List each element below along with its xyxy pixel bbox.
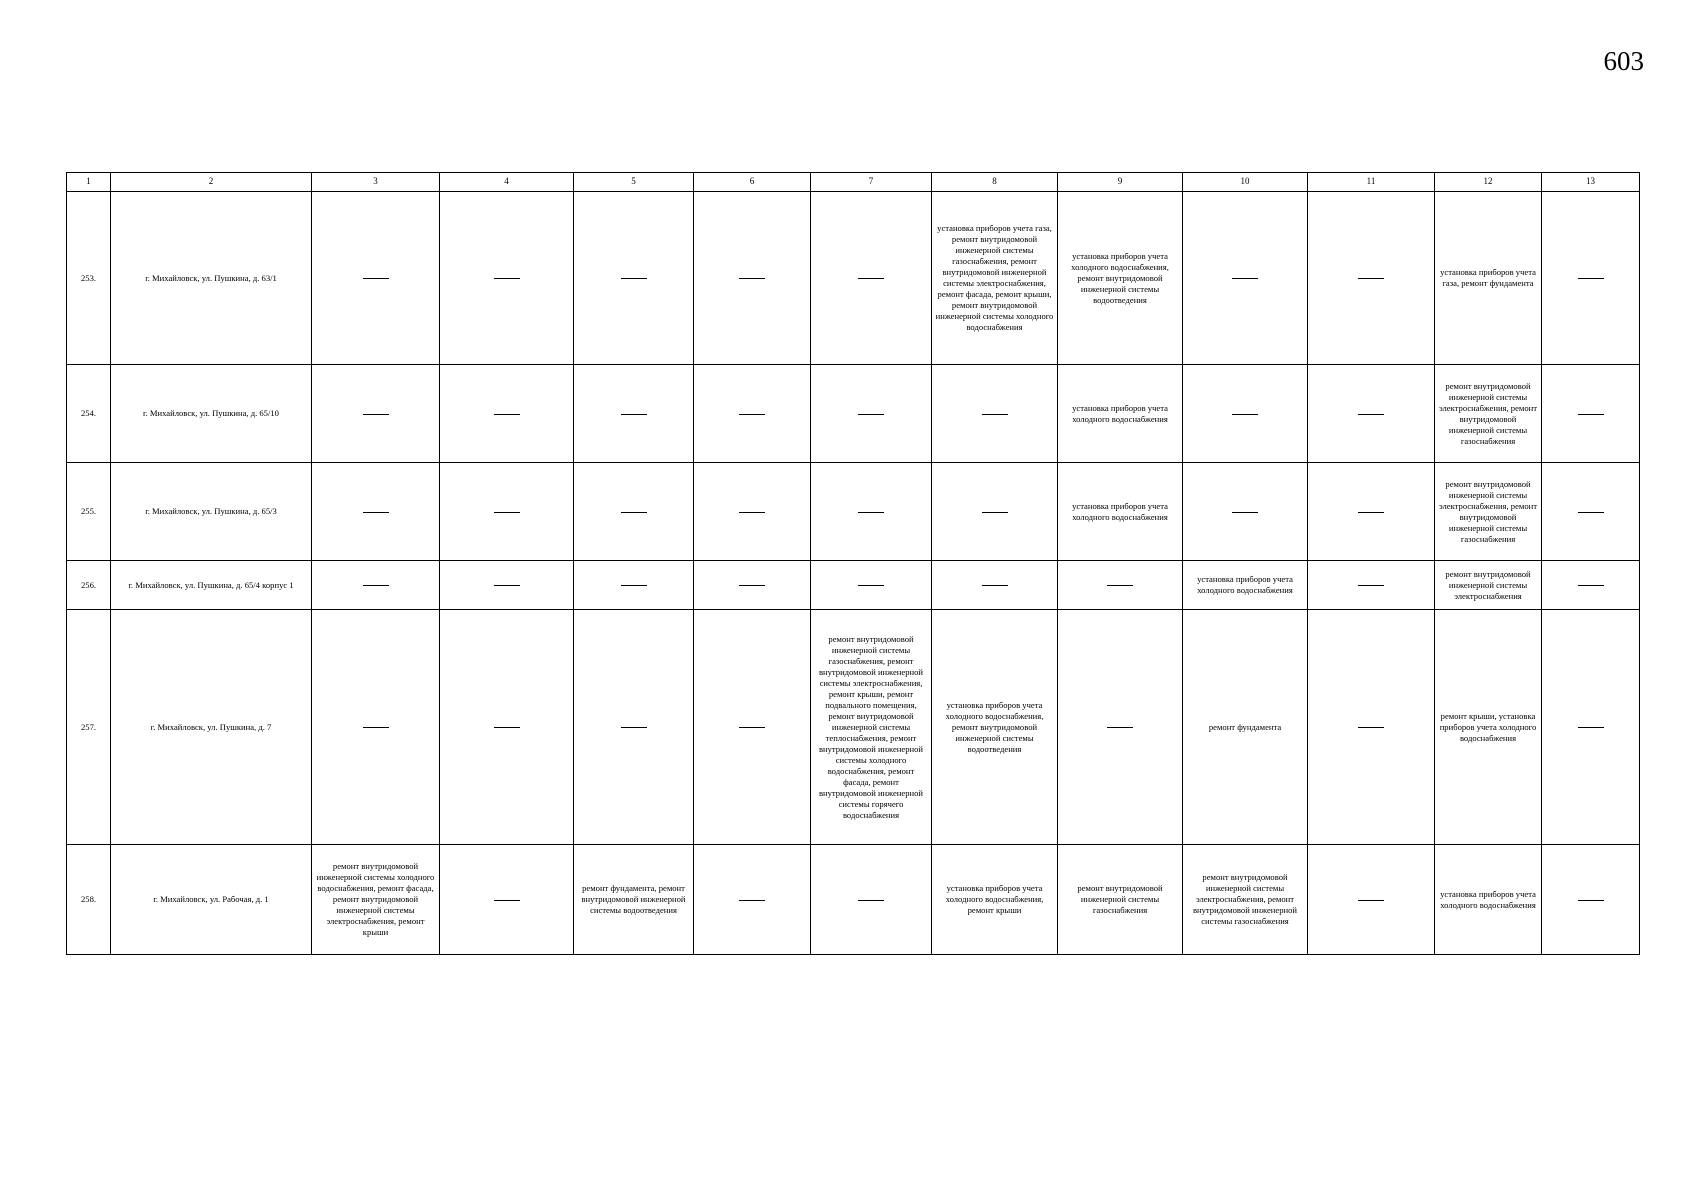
work-cell <box>312 192 440 365</box>
work-cell: установка приборов учета холодного водоснабжения, ремонт внутридомовой инженерной системы водоотведения <box>1058 192 1183 365</box>
work-cell: ремонт внутридомовой инженерной системы электроснабжения <box>1435 561 1542 610</box>
column-header: 10 <box>1183 173 1308 192</box>
work-cell: ремонт внутридомовой инженерной системы электроснабжения, ремонт внутридомовой инженерной системы газоснабжения <box>1183 845 1308 955</box>
empty-dash <box>982 512 1008 513</box>
column-header: 4 <box>440 173 574 192</box>
empty-dash <box>363 512 389 513</box>
table-row <box>67 463 1640 561</box>
work-cell: установка приборов учета газа, ремонт внутридомовой инженерной системы газоснабжения, ремонт внутридомовой инженерной системы электроснабжения, ремонт фасада, ремонт крыши, ремонт внутридомовой инженерной системы холодного водоснабжения <box>932 192 1058 365</box>
work-cell <box>1308 365 1435 463</box>
work-cell <box>932 463 1058 561</box>
repair-schedule-table <box>66 172 1640 955</box>
work-cell <box>574 610 694 845</box>
empty-dash <box>739 585 765 586</box>
work-cell <box>694 845 811 955</box>
work-cell: ремонт внутридомовой инженерной системы электроснабжения, ремонт внутридомовой инженерной системы газоснабжения <box>1435 365 1542 463</box>
row-number: 254. <box>67 365 111 463</box>
work-cell <box>440 192 574 365</box>
empty-dash <box>494 278 520 279</box>
address-cell: г. Михайловск, ул. Рабочая, д. 1 <box>111 845 312 955</box>
column-header: 11 <box>1308 173 1435 192</box>
empty-dash <box>1232 414 1258 415</box>
empty-dash <box>858 512 884 513</box>
table-row <box>67 845 1640 955</box>
column-header: 9 <box>1058 173 1183 192</box>
work-cell <box>1308 463 1435 561</box>
empty-dash <box>494 512 520 513</box>
column-header: 5 <box>574 173 694 192</box>
work-cell <box>1183 192 1308 365</box>
column-number-row <box>67 173 1640 192</box>
work-cell <box>312 561 440 610</box>
empty-dash <box>739 414 765 415</box>
work-cell <box>574 561 694 610</box>
empty-dash <box>1358 585 1384 586</box>
empty-dash <box>363 727 389 728</box>
work-cell <box>1183 463 1308 561</box>
column-header: 13 <box>1542 173 1640 192</box>
empty-dash <box>1358 900 1384 901</box>
empty-dash <box>1578 278 1604 279</box>
work-cell <box>811 845 932 955</box>
empty-dash <box>621 278 647 279</box>
work-cell <box>811 365 932 463</box>
empty-dash <box>1358 414 1384 415</box>
empty-dash <box>858 900 884 901</box>
address-cell: г. Михайловск, ул. Пушкина, д. 65/4 корпус 1 <box>111 561 312 610</box>
work-cell <box>1058 610 1183 845</box>
work-cell <box>312 610 440 845</box>
work-cell: ремонт фундамента, ремонт внутридомовой инженерной системы водоотведения <box>574 845 694 955</box>
work-cell <box>811 192 932 365</box>
empty-dash <box>621 727 647 728</box>
empty-dash <box>494 414 520 415</box>
work-cell: установка приборов учета холодного водоснабжения, ремонт внутридомовой инженерной системы водоотведения <box>932 610 1058 845</box>
work-cell: установка приборов учета холодного водоснабжения <box>1435 845 1542 955</box>
empty-dash <box>1107 585 1133 586</box>
address-cell: г. Михайловск, ул. Пушкина, д. 65/10 <box>111 365 312 463</box>
work-cell <box>1542 561 1640 610</box>
empty-dash <box>1358 278 1384 279</box>
work-cell <box>440 463 574 561</box>
work-cell <box>694 463 811 561</box>
table-row <box>67 365 1640 463</box>
work-cell <box>694 561 811 610</box>
work-cell <box>1542 365 1640 463</box>
work-cell: ремонт внутридомовой инженерной системы холодного водоснабжения, ремонт фасада, ремонт внутридомовой инженерной системы электроснабжения, ремонт крыши <box>312 845 440 955</box>
empty-dash <box>1358 727 1384 728</box>
work-cell <box>1308 561 1435 610</box>
empty-dash <box>982 585 1008 586</box>
work-cell: ремонт внутридомовой инженерной системы газоснабжения <box>1058 845 1183 955</box>
work-cell <box>1542 192 1640 365</box>
row-number: 256. <box>67 561 111 610</box>
work-cell: ремонт крыши, установка приборов учета холодного водоснабжения <box>1435 610 1542 845</box>
work-cell: установка приборов учета холодного водоснабжения <box>1183 561 1308 610</box>
row-number: 253. <box>67 192 111 365</box>
empty-dash <box>363 278 389 279</box>
empty-dash <box>1107 727 1133 728</box>
work-cell <box>440 365 574 463</box>
empty-dash <box>858 414 884 415</box>
column-header: 8 <box>932 173 1058 192</box>
work-cell <box>312 463 440 561</box>
empty-dash <box>1232 512 1258 513</box>
row-number: 255. <box>67 463 111 561</box>
column-header: 12 <box>1435 173 1542 192</box>
empty-dash <box>739 900 765 901</box>
empty-dash <box>739 278 765 279</box>
work-cell: установка приборов учета холодного водоснабжения, ремонт крыши <box>932 845 1058 955</box>
address-cell: г. Михайловск, ул. Пушкина, д. 65/3 <box>111 463 312 561</box>
work-cell: ремонт фундамента <box>1183 610 1308 845</box>
empty-dash <box>1232 278 1258 279</box>
empty-dash <box>363 414 389 415</box>
work-cell <box>932 561 1058 610</box>
work-cell <box>312 365 440 463</box>
work-cell <box>694 365 811 463</box>
empty-dash <box>1578 512 1604 513</box>
work-cell: установка приборов учета холодного водоснабжения <box>1058 463 1183 561</box>
work-cell <box>1308 610 1435 845</box>
empty-dash <box>739 512 765 513</box>
empty-dash <box>494 727 520 728</box>
empty-dash <box>363 585 389 586</box>
empty-dash <box>621 512 647 513</box>
empty-dash <box>621 414 647 415</box>
empty-dash <box>982 414 1008 415</box>
row-number: 257. <box>67 610 111 845</box>
work-cell <box>1542 463 1640 561</box>
empty-dash <box>1578 585 1604 586</box>
empty-dash <box>1578 414 1604 415</box>
empty-dash <box>1358 512 1384 513</box>
work-cell <box>440 561 574 610</box>
empty-dash <box>858 585 884 586</box>
row-number: 258. <box>67 845 111 955</box>
work-cell: установка приборов учета газа, ремонт фундамента <box>1435 192 1542 365</box>
work-cell <box>574 192 694 365</box>
work-cell <box>694 610 811 845</box>
work-cell <box>811 561 932 610</box>
work-cell <box>1058 561 1183 610</box>
work-cell: ремонт внутридомовой инженерной системы газоснабжения, ремонт внутридомовой инженерной системы электроснабжения, ремонт крыши, ремонт подвального помещения, ремонт внутридомовой инженерной системы теплоснабжения, ремонт внутридомовой инженерной системы холодного водоснабжения, ремонт фасада, ремонт внутридомовой инженерной системы горячего водоснабжения <box>811 610 932 845</box>
work-cell <box>1542 845 1640 955</box>
work-cell <box>574 365 694 463</box>
work-cell: ремонт внутридомовой инженерной системы электроснабжения, ремонт внутридомовой инженерной системы газоснабжения <box>1435 463 1542 561</box>
column-header: 3 <box>312 173 440 192</box>
empty-dash <box>494 585 520 586</box>
empty-dash <box>1578 900 1604 901</box>
table-row <box>67 561 1640 610</box>
column-header: 6 <box>694 173 811 192</box>
work-cell <box>1183 365 1308 463</box>
work-cell <box>932 365 1058 463</box>
work-cell <box>440 610 574 845</box>
table-row <box>67 610 1640 845</box>
address-cell: г. Михайловск, ул. Пушкина, д. 7 <box>111 610 312 845</box>
empty-dash <box>739 727 765 728</box>
empty-dash <box>494 900 520 901</box>
work-cell <box>1308 845 1435 955</box>
work-cell <box>440 845 574 955</box>
column-header: 7 <box>811 173 932 192</box>
empty-dash <box>621 585 647 586</box>
table-row <box>67 192 1640 365</box>
empty-dash <box>858 278 884 279</box>
work-cell <box>1542 610 1640 845</box>
work-cell <box>694 192 811 365</box>
work-cell <box>811 463 932 561</box>
work-cell: установка приборов учета холодного водоснабжения <box>1058 365 1183 463</box>
column-header: 1 <box>67 173 111 192</box>
empty-dash <box>1578 727 1604 728</box>
work-cell <box>574 463 694 561</box>
column-header: 2 <box>111 173 312 192</box>
address-cell: г. Михайловск, ул. Пушкина, д. 63/1 <box>111 192 312 365</box>
work-cell <box>1308 192 1435 365</box>
page-number: 603 <box>1603 46 1644 76</box>
